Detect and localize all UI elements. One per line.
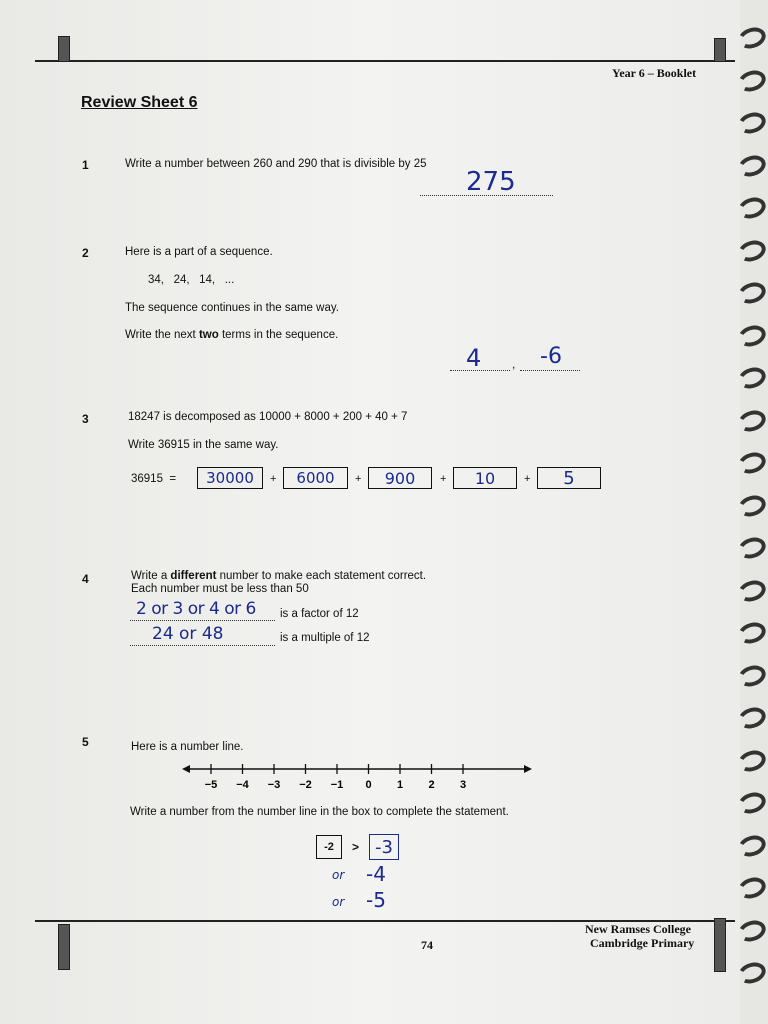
number-line bbox=[180, 760, 540, 796]
binding-ring bbox=[736, 577, 768, 605]
booklet-label: Year 6 – Booklet bbox=[612, 66, 697, 80]
question-4-text-2: Each number must be less than 50 bbox=[131, 583, 309, 595]
q5-symbol: > bbox=[352, 840, 360, 854]
binding-ring bbox=[736, 874, 768, 902]
binding-ring bbox=[736, 237, 768, 265]
q3-answer-box-1 bbox=[197, 467, 263, 489]
question-5-number: 5 bbox=[82, 735, 89, 749]
q2-text3-pre: Write the next bbox=[125, 329, 199, 341]
question-2-text-2: The sequence continues in the same way. bbox=[125, 302, 339, 314]
q2-handwritten-answer-1: 4 bbox=[466, 344, 482, 372]
binding-ring bbox=[736, 704, 768, 732]
q3-box-2-value: 6000 bbox=[296, 469, 335, 487]
question-3-text: 18247 is decomposed as 10000 + 8000 + 200 + 40 + 7 bbox=[128, 411, 408, 423]
binding-ring bbox=[736, 322, 768, 350]
q3-box-3-value: 900 bbox=[384, 468, 416, 488]
q4-text-bold: different bbox=[170, 570, 217, 582]
q3-plus-1: + bbox=[270, 473, 277, 485]
q4-handwritten-answer-2: 24 or 48 bbox=[152, 624, 224, 644]
footer-left-tab bbox=[58, 924, 70, 970]
binding-ring bbox=[736, 109, 768, 137]
binding-ring bbox=[736, 24, 768, 52]
binding-ring bbox=[736, 959, 768, 987]
q3-box-1-value: 30000 bbox=[206, 469, 254, 487]
binding-ring bbox=[736, 152, 768, 180]
page-title: Review Sheet 6 bbox=[81, 94, 198, 111]
question-2-text-3 bbox=[125, 329, 338, 341]
footer-right-tab bbox=[714, 918, 726, 972]
binding-ring bbox=[736, 449, 768, 477]
q3-answer-box-3 bbox=[368, 467, 432, 489]
binding-ring bbox=[736, 747, 768, 775]
header-left-tab bbox=[58, 36, 70, 62]
q4-answer-line-2 bbox=[130, 645, 275, 646]
question-5-text: Here is a number line. bbox=[131, 741, 244, 753]
number-line-label: 3 bbox=[459, 779, 467, 791]
q3-box-4-value: 10 bbox=[474, 468, 496, 488]
q3-answer-box-2 bbox=[283, 467, 348, 489]
question-3-number: 3 bbox=[82, 412, 89, 426]
number-line-right-arrow bbox=[524, 765, 532, 773]
question-5-text-2: Write a number from the number line in the box to complete the statement. bbox=[130, 806, 509, 818]
binding-ring bbox=[736, 917, 768, 945]
q2-separator: , bbox=[512, 357, 516, 371]
binding-ring bbox=[736, 194, 768, 222]
q2-sequence: 34, 24, 14, ... bbox=[148, 274, 235, 286]
q3-plus-4: + bbox=[524, 473, 531, 485]
question-2-number: 2 bbox=[82, 246, 89, 260]
q4-statement-2: is a multiple of 12 bbox=[280, 632, 370, 644]
binding-ring bbox=[736, 534, 768, 562]
q3-plus-2: + bbox=[355, 473, 362, 485]
question-1-number: 1 bbox=[82, 158, 89, 172]
q3-plus-3: + bbox=[440, 473, 447, 485]
q5-alt-or-1: or bbox=[332, 868, 345, 882]
binding-ring bbox=[736, 279, 768, 307]
header-rule bbox=[35, 60, 735, 62]
question-3-text-2: Write 36915 in the same way. bbox=[128, 439, 279, 451]
binding-ring bbox=[736, 789, 768, 817]
q4-statement-1: is a factor of 12 bbox=[280, 608, 359, 620]
q3-answer-box-5 bbox=[537, 467, 601, 489]
q5-answer-value: -3 bbox=[375, 836, 393, 858]
q5-alt-or-2: or bbox=[332, 895, 345, 909]
question-1-text: Write a number between 260 and 290 that is divisible by 25 bbox=[125, 158, 427, 170]
question-4-number: 4 bbox=[82, 572, 89, 586]
q2-text3-bold: two bbox=[198, 329, 219, 341]
q5-answer-box bbox=[369, 834, 399, 860]
q5-given-value: -2 bbox=[324, 841, 334, 853]
q2-handwritten-answer-2: -6 bbox=[540, 344, 562, 369]
binding-ring bbox=[736, 832, 768, 860]
q5-alt-answer-2: -5 bbox=[366, 888, 386, 912]
q4-answer-line-1 bbox=[130, 620, 275, 621]
q2-answer-line-2 bbox=[520, 370, 580, 371]
question-2-text: Here is a part of a sequence. bbox=[125, 246, 273, 258]
q1-handwritten-answer: 275 bbox=[466, 167, 516, 197]
binding-ring bbox=[736, 662, 768, 690]
number-line-label: −2 bbox=[299, 779, 312, 791]
number-line-left-arrow bbox=[182, 765, 190, 773]
q5-alt-answer-1: -4 bbox=[366, 862, 386, 886]
number-line-label: −1 bbox=[330, 779, 344, 791]
q3-box-5-value: 5 bbox=[563, 467, 575, 489]
number-line-label: 0 bbox=[365, 779, 372, 791]
q3-lhs: 36915 = bbox=[131, 473, 177, 485]
number-line-label: 1 bbox=[396, 779, 404, 791]
school-name: New Ramses College bbox=[585, 922, 691, 936]
header-right-tab bbox=[714, 38, 726, 62]
q3-answer-box-4 bbox=[453, 467, 517, 489]
q2-text3-post: terms in the sequence. bbox=[218, 329, 339, 341]
question-4-text bbox=[131, 570, 426, 582]
number-line-label: −3 bbox=[267, 779, 281, 791]
number-line-label: −5 bbox=[204, 779, 218, 791]
page-number: 74 bbox=[421, 938, 433, 952]
q4-handwritten-answer-1: 2 or 3 or 4 or 6 bbox=[136, 599, 256, 619]
number-line-label: −4 bbox=[236, 779, 249, 791]
binding-ring bbox=[736, 364, 768, 392]
q4-text-post: number to make each statement correct. bbox=[216, 570, 427, 582]
number-line-label: 2 bbox=[428, 779, 435, 791]
q4-text-pre: Write a bbox=[131, 570, 171, 582]
binding-ring bbox=[736, 67, 768, 95]
binding-ring bbox=[736, 619, 768, 647]
binding-ring bbox=[736, 407, 768, 435]
binding-ring bbox=[736, 492, 768, 520]
q5-given-box bbox=[316, 835, 342, 859]
school-program: Cambridge Primary bbox=[590, 936, 695, 950]
